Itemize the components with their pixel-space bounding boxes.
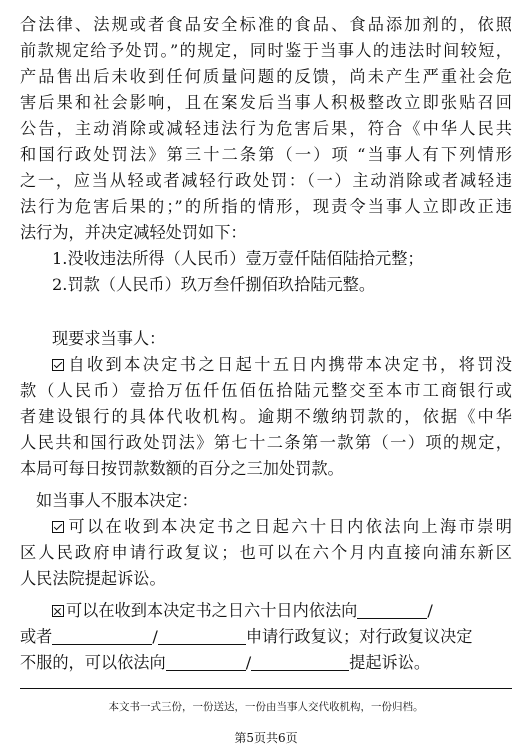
- blank-field: [251, 654, 349, 671]
- paragraph-line: 人民共和国行政处罚法》第七十二条第一款第（一）项的规定，: [20, 433, 512, 452]
- blank-field: [166, 654, 246, 671]
- paragraph-line: 本局可每日按罚款数额的百分之三加处罚款。: [20, 459, 344, 478]
- requirements-heading: 现要求当事人：: [52, 329, 166, 348]
- paragraph-line: 害后果和社会影响，且在案发后当事人积极整改立即张贴召回: [20, 93, 512, 112]
- footer-note: 本文书一式三份，一份送达，一份由当事人交代收机构，一份归档。: [108, 701, 424, 713]
- blank-field: [158, 628, 246, 645]
- penalty-item-2: 2.罚款（人民币）玖万叁仟捌佰玖拾陆元整。: [52, 275, 376, 294]
- paragraph-line: 前款规定给予处罚。”的规定，同时鉴于当事人的违法时间较短，: [20, 41, 512, 60]
- payment-text: 自收到本决定书之日起十五日内携带本决定书，将罚没: [66, 355, 512, 374]
- crossed-box-icon: [52, 605, 64, 617]
- dispute-heading: 如当事人不服本决定：: [36, 491, 198, 510]
- paragraph-line: 法行为危害后果的；”的所指的情形，现责令当事人立即改正违: [20, 197, 512, 216]
- paragraph-line: 产品售出后未收到任何质量问题的反馈，尚未产生严重社会危: [20, 67, 512, 86]
- paragraph-line: 公告，主动消除或减轻违法行为危害后果，符合《中华人民共: [20, 119, 512, 138]
- checked-box-icon: [52, 521, 64, 533]
- paragraph-line: 法行为，并决定减轻处罚如下：: [20, 223, 247, 242]
- footer-divider: [20, 688, 512, 689]
- paragraph-line: 之一，应当从轻或者减轻行政处罚：（一）主动消除或者减轻违: [20, 171, 512, 190]
- alternative-option: 可以在收到本决定书之日六十日内依法向 /: [52, 599, 512, 623]
- appeal-option: [52, 515, 512, 539]
- blank-field: [52, 628, 152, 645]
- paragraph-line: 人民法院提起诉讼。: [20, 569, 166, 588]
- page-number: 第5页共6页: [234, 731, 298, 745]
- paragraph-line: 和国行政处罚法》第三十二条第（一）项 “当事人有下列情形: [20, 145, 512, 164]
- paragraph-line: 合法律、法规或者食品安全标准的食品、食品添加剂的，依照: [20, 15, 512, 34]
- paragraph-line: 款（人民币）壹拾万伍仟伍佰伍拾陆元整交至本市工商银行或: [20, 381, 512, 400]
- penalty-item-1: 1.没收违法所得（人民币）壹万壹仟陆佰陆拾元整；: [52, 249, 424, 268]
- payment-option: [52, 353, 512, 377]
- blank-field: [357, 602, 427, 619]
- paragraph-line: 区人民政府申请行政复议；也可以在六个月内直接向浦东新区: [20, 543, 512, 562]
- alternative-line-3: 不服的，可以依法向 / 提起诉讼。: [20, 653, 431, 672]
- checked-box-icon: [52, 359, 64, 371]
- paragraph-line: 者建设银行的具体代收机构。逾期不缴纳罚款的，依据《中华: [20, 407, 512, 426]
- appeal-text: 可以在收到本决定书之日起六十日内依法向上海市崇明: [66, 517, 512, 536]
- alternative-line-2: 或者 / 申请行政复议；对行政复议决定: [20, 627, 473, 646]
